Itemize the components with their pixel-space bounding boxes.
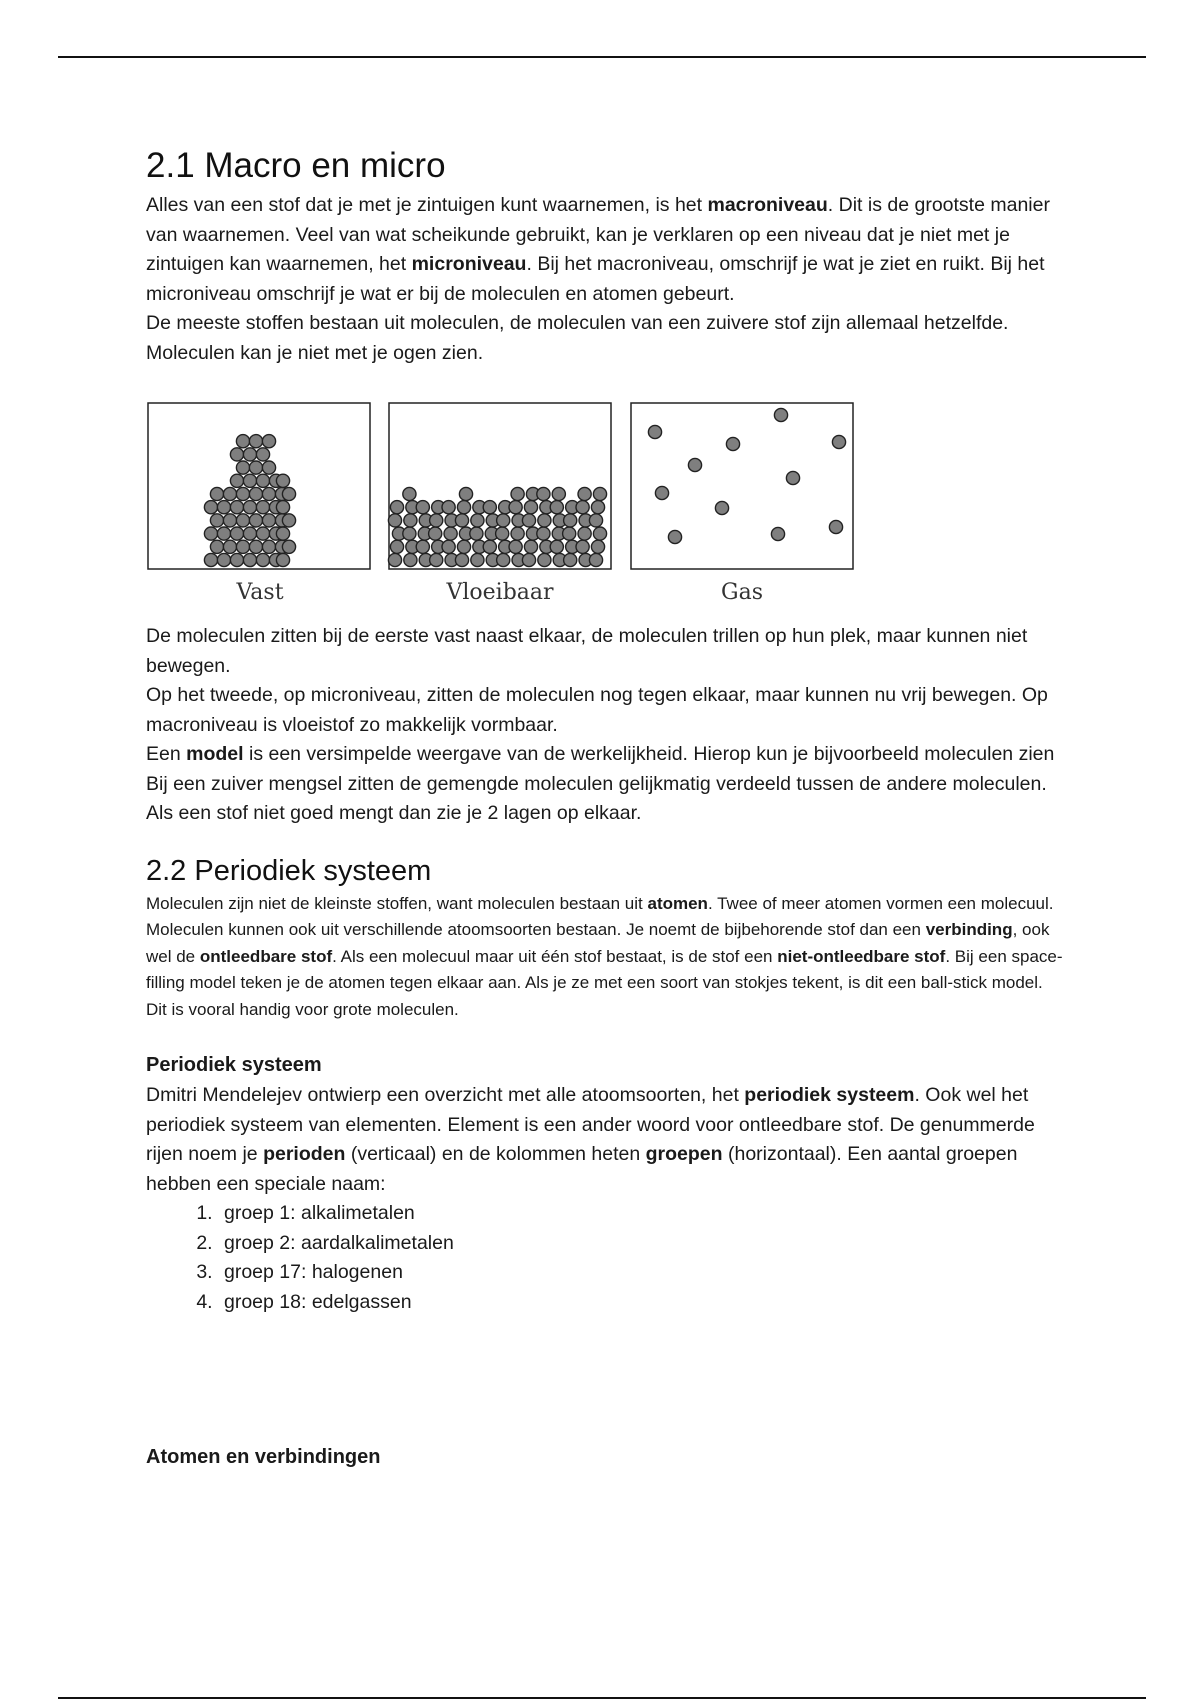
molecule-gas [786, 471, 799, 484]
molecule-liquid [524, 501, 537, 514]
molecule-gas [829, 520, 842, 533]
states-of-matter-figure [142, 400, 862, 618]
paragraph-atoms: Moleculen zijn niet de kleinste stoffen, want moleculen bestaan uit atomen. Twee of meer atomen vormen een molecuul. Moleculen kunnen ook uit verschillende atoomsoorten bestaan. Je noemt de bijbehorende stof dan een verbinding, ook wel de ontleedbare stof. Als een molecuul maar uit één stof bestaat, is de stof een niet-ontleedbare stof. Bij een space-filling model teken je de atomen tegen elkaar aan. Als je ze met een soort van stokjes tekent, is dit een ball-stick model. Dit is vooral handig voor grote moleculen. [146, 893, 1063, 1019]
molecule-liquid [483, 501, 496, 514]
section-title-macro-micro: 2.1 Macro en micro [146, 146, 446, 185]
molecule-solid [276, 553, 289, 566]
label-gas: Gas [721, 580, 763, 605]
term-periodiek-systeem: periodiek systeem [744, 1084, 915, 1106]
group-names-list [146, 1199, 1066, 1317]
molecule-solid [249, 461, 262, 474]
molecule-solid [282, 514, 295, 527]
list-item: 3. groep 17: halogenen [218, 1258, 1066, 1288]
subheading-atomen-verbindingen: Atomen en verbindingen [146, 1446, 381, 1468]
molecule-solid [217, 501, 230, 514]
molecule-solid [204, 501, 217, 514]
molecule-gas [832, 435, 845, 448]
molecule-solid [243, 553, 256, 566]
molecule-liquid [390, 501, 403, 514]
term-macroniveau: macroniveau [707, 194, 828, 216]
term-verbinding: verbinding [925, 920, 1013, 939]
molecule-liquid [576, 501, 589, 514]
molecule-liquid [564, 514, 577, 527]
molecule-solid [230, 553, 243, 566]
molecule-solid [276, 501, 289, 514]
molecule-liquid [416, 540, 429, 553]
molecule-solid [256, 527, 269, 540]
molecule-gas [771, 527, 784, 540]
molecule-liquid [522, 553, 535, 566]
paragraph-mixture: Bij een zuiver mengsel zitten de gemengde moleculen gelijkmatig verdeeld tussen de andere moleculen. Als een stof niet goed mengt dan zie je 2 lagen op elkaar. [146, 772, 1047, 824]
label-vast: Vast [236, 580, 284, 605]
molecule-liquid [471, 553, 484, 566]
molecule-liquid [483, 540, 496, 553]
molecule-solid [262, 514, 275, 527]
molecule-solid [230, 501, 243, 514]
molecule-liquid [442, 540, 455, 553]
molecule-liquid [511, 487, 524, 500]
label-vloeibaar: Vloeibaar [446, 580, 554, 605]
molecule-solid [249, 435, 262, 448]
molecule-gas [648, 425, 661, 438]
list-item: 4. groep 18: edelgassen [218, 1288, 1066, 1318]
paragraph-molecules: De meeste stoffen bestaan uit moleculen, de moleculen van een zuivere stof zijn allemaal hetzelfde. Moleculen kan je niet met je ogen zien. [146, 312, 1009, 364]
molecule-solid [282, 487, 295, 500]
molecule-liquid [522, 514, 535, 527]
molecule-liquid [430, 514, 443, 527]
molecule-solid [262, 487, 275, 500]
molecule-liquid [430, 553, 443, 566]
molecule-liquid [593, 527, 606, 540]
molecule-solid [262, 461, 275, 474]
paragraph-liquid: Op het tweede, op microniveau, zitten de moleculen nog tegen elkaar, maar kunnen nu vrij bewegen. Op macroniveau is vloeistof zo makkelijk vormbaar. [146, 684, 1048, 736]
molecule-solid [204, 553, 217, 566]
molecule-liquid [509, 501, 522, 514]
molecule-solid [236, 435, 249, 448]
molecule-solid [249, 514, 262, 527]
molecule-solid [243, 501, 256, 514]
molecule-liquid [497, 553, 510, 566]
molecule-liquid [403, 527, 416, 540]
molecule-liquid [455, 553, 468, 566]
molecule-liquid [511, 527, 524, 540]
molecule-liquid [442, 501, 455, 514]
term-atomen: atomen [647, 893, 708, 913]
molecule-solid [236, 514, 249, 527]
molecule-solid [217, 527, 230, 540]
term-perioden: perioden [263, 1143, 346, 1165]
molecule-liquid [591, 501, 604, 514]
molecule-solid [217, 553, 230, 566]
molecule-solid [210, 487, 223, 500]
molecule-liquid [455, 514, 468, 527]
molecule-liquid [496, 527, 509, 540]
molecule-liquid [388, 553, 401, 566]
list-item: 1. groep 1: alkalimetalen [218, 1199, 1066, 1229]
molecule-liquid [524, 540, 537, 553]
molecule-solid [256, 501, 269, 514]
molecule-liquid [563, 527, 576, 540]
molecule-solid [210, 540, 223, 553]
paragraph-solid: De moleculen zitten bij de eerste vast naast elkaar, de moleculen trillen op hun plek, maar kunnen niet bewegen. [146, 625, 1028, 677]
molecule-liquid [578, 487, 591, 500]
molecule-liquid [550, 540, 563, 553]
molecule-liquid [429, 527, 442, 540]
molecule-gas [688, 458, 701, 471]
list-item: 2. groep 2: aardalkalimetalen [218, 1229, 1066, 1259]
molecule-liquid [537, 487, 550, 500]
molecule-solid [230, 448, 243, 461]
subheading-periodiek-systeem: Periodiek systeem [146, 1054, 322, 1076]
molecule-liquid [538, 553, 551, 566]
molecule-liquid [404, 514, 417, 527]
page-content [146, 141, 1066, 1473]
paragraph-macro-micro: Alles van een stof dat je met je zintuigen kunt waarnemen, is het macroniveau. Dit is de grootste manier van waarnemen. Veel van wat scheikunde gebruikt, kan je verklaren op een niveau dat je niet met je zintuigen kan waarnemen, het microniveau. Bij het macroniveau, omschrijf je wat je ziet en ruikt. Bij het microniveau omschrijf je wat er bij de moleculen en atomen gebeurt. [146, 194, 1050, 305]
molecule-solid [276, 474, 289, 487]
molecule-liquid [471, 514, 484, 527]
molecule-liquid [390, 540, 403, 553]
paragraph-model: Een model is een versimpelde weergave van de werkelijkheid. Hierop kun je bijvoorbeeld moleculen zien [146, 743, 1055, 765]
molecule-liquid [593, 487, 606, 500]
molecule-solid [236, 487, 249, 500]
molecule-solid [256, 448, 269, 461]
term-groepen: groepen [645, 1143, 723, 1165]
molecule-liquid [457, 501, 470, 514]
molecule-liquid [538, 514, 551, 527]
molecule-solid [236, 461, 249, 474]
molecule-liquid [459, 487, 472, 500]
molecule-solid [223, 487, 236, 500]
term-ontleedbare-stof: ontleedbare stof [199, 946, 333, 966]
molecule-liquid [444, 527, 457, 540]
molecule-solid [230, 474, 243, 487]
molecule-solid [210, 514, 223, 527]
molecule-liquid [564, 553, 577, 566]
molecule-solid [256, 553, 269, 566]
molecule-solid [243, 448, 256, 461]
molecule-liquid [509, 540, 522, 553]
molecule-liquid [578, 527, 591, 540]
molecule-liquid [470, 527, 483, 540]
bottom-rule [58, 1697, 1146, 1699]
molecule-liquid [388, 514, 401, 527]
molecule-gas [774, 408, 787, 421]
molecule-solid [236, 540, 249, 553]
molecule-solid [256, 474, 269, 487]
paragraph-mendelejev: Dmitri Mendelejev ontwierp een overzicht met alle atoomsoorten, het periodiek systeem. Ook wel het periodiek systeem van elementen. Element is een ander woord voor ontleedbare stof. De genummerde rijen noem je perioden (verticaal) en de kolommen heten groepen (horizontaal). Een aantal groepen hebben een speciale naam: [146, 1084, 1035, 1195]
molecule-liquid [552, 487, 565, 500]
molecule-liquid [576, 540, 589, 553]
molecule-liquid [589, 514, 602, 527]
molecule-liquid [589, 553, 602, 566]
term-model: model [186, 743, 244, 765]
molecule-solid [262, 540, 275, 553]
molecule-solid [262, 435, 275, 448]
molecule-liquid [497, 514, 510, 527]
molecule-gas [715, 501, 728, 514]
molecule-solid [243, 474, 256, 487]
molecule-gas [655, 486, 668, 499]
molecule-solid [230, 527, 243, 540]
molecule-liquid [416, 501, 429, 514]
molecule-gas [668, 530, 681, 543]
molecule-gas [726, 437, 739, 450]
molecule-solid [249, 540, 262, 553]
molecule-liquid [591, 540, 604, 553]
molecule-solid [223, 514, 236, 527]
molecule-solid [243, 527, 256, 540]
molecule-solid [276, 527, 289, 540]
term-microniveau: microniveau [411, 253, 527, 275]
molecule-solid [249, 487, 262, 500]
molecule-solid [223, 540, 236, 553]
molecule-solid [204, 527, 217, 540]
molecule-liquid [550, 501, 563, 514]
term-niet-ontleedbare-stof: niet-ontleedbare stof [777, 946, 946, 966]
molecule-solid [282, 540, 295, 553]
top-rule [58, 56, 1146, 58]
molecule-liquid [457, 540, 470, 553]
molecule-liquid [403, 487, 416, 500]
section-title-periodiek-systeem: 2.2 Periodiek systeem [146, 854, 432, 887]
molecule-liquid [537, 527, 550, 540]
molecule-liquid [404, 553, 417, 566]
box-gas [631, 403, 853, 569]
